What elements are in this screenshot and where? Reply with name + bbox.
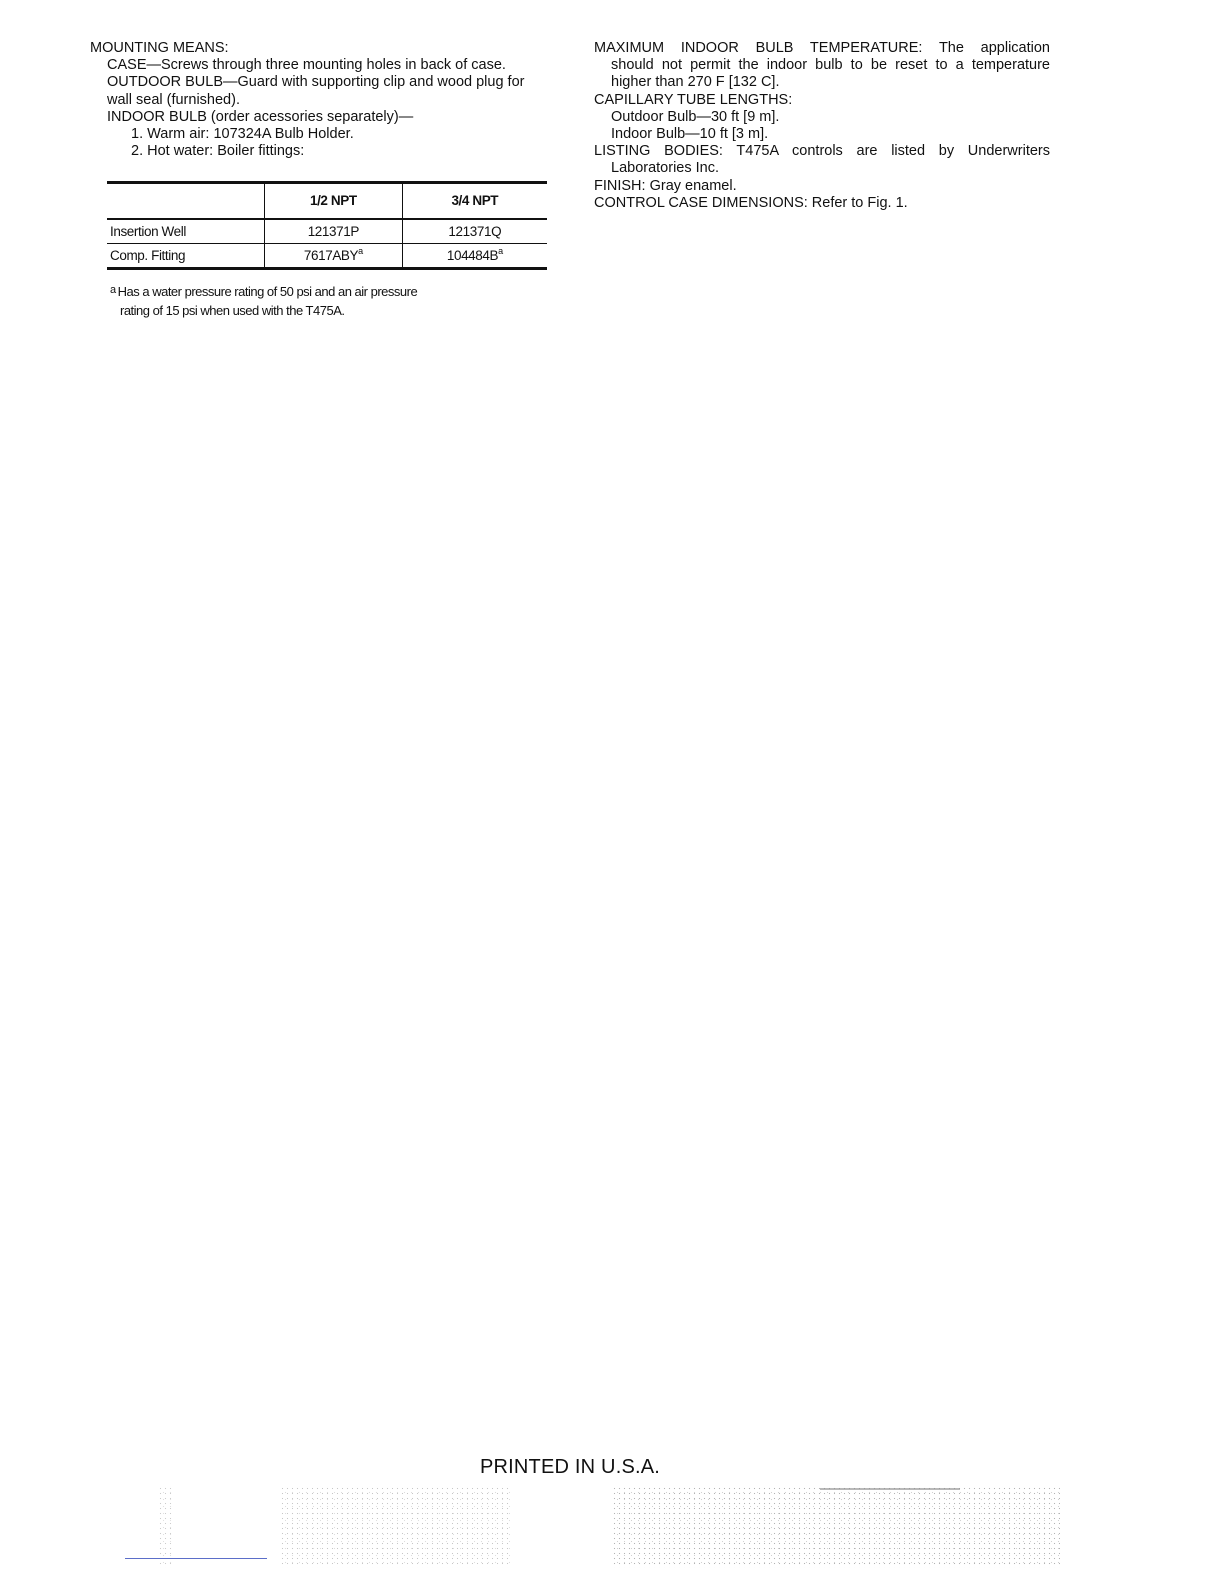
outdoor-bulb-text-cont: wall seal (furnished). (107, 91, 240, 108)
finish-text: FINISH: Gray enamel. (594, 177, 737, 194)
footnote-line-2: rating of 15 psi when used with the T475A. (120, 303, 345, 318)
case-dimensions-text: CONTROL CASE DIMENSIONS: Refer to Fig. 1. (594, 194, 908, 211)
indoor-bulb-text: INDOOR BULB (order acessories separately)— (107, 108, 414, 125)
mounting-means-section (90, 40, 552, 160)
scan-noise (158, 1486, 174, 1568)
max-temp-heading: MAXIMUM INDOOR BULB TEMPERATURE: The application (594, 40, 1050, 56)
case-mounting-text: CASE—Screws through three mounting holes in back of case. (107, 57, 506, 74)
boiler-fittings-table (107, 181, 547, 270)
three-quarter-npt-value: $104484B^a$ (402, 244, 547, 269)
table-row (107, 244, 547, 269)
row-label: Comp. Fitting (107, 244, 265, 269)
max-temp-text-cont: higher than 270 F [132 C]. (611, 74, 780, 91)
footnote-marker: a (498, 245, 503, 256)
three-quarter-npt-value: 121371Q (402, 219, 547, 244)
table-header-three-quarter-npt: 3/4 NPT (402, 183, 547, 219)
table-header-row (107, 183, 547, 219)
row-label: Insertion Well (110, 223, 186, 239)
bottom-rule (125, 1558, 267, 1559)
listing-bodies: LISTING BODIES: T475A controls are listed by Underwriters (594, 143, 1050, 160)
outdoor-bulb-text: OUTDOOR BULB—Guard with supporting clip and wood plug for (107, 74, 525, 91)
listing-bodies-cont: Laboratories Inc. (611, 160, 720, 177)
table-footnote (110, 283, 417, 319)
max-temp-text: should not permit the indoor bulb to be reset to a temperature (611, 57, 1050, 74)
scan-noise (280, 1486, 510, 1568)
warm-air-item: 1. Warm air: 107324A Bulb Holder. (131, 126, 354, 143)
table-header-half-npt: 1/2 NPT (265, 183, 403, 219)
footnote-marker: a (358, 245, 363, 256)
table-row (107, 219, 547, 244)
table-header-blank (107, 183, 265, 219)
scan-noise (612, 1486, 1060, 1568)
half-npt-value: 121371P (265, 219, 403, 244)
hot-water-item: 2. Hot water: Boiler fittings: (131, 143, 305, 160)
footnote-line-1: Has a water pressure rating of 50 psi and an air pressure (117, 284, 418, 299)
capillary-heading: CAPILLARY TUBE LENGTHS: (594, 91, 793, 108)
printed-in-usa: PRINTED IN U.S.A. (479, 1456, 661, 1478)
mounting-means-heading: MOUNTING MEANS: (90, 40, 229, 56)
specifications-section (594, 40, 1050, 212)
capillary-outdoor: Outdoor Bulb—30 ft [9 m]. (611, 108, 780, 125)
half-npt-value: 7617ABY$^a$ (265, 244, 403, 269)
footnote-symbol: a (110, 284, 116, 296)
capillary-indoor: Indoor Bulb—10 ft [3 m]. (611, 126, 769, 143)
scan-streak (820, 1488, 960, 1490)
